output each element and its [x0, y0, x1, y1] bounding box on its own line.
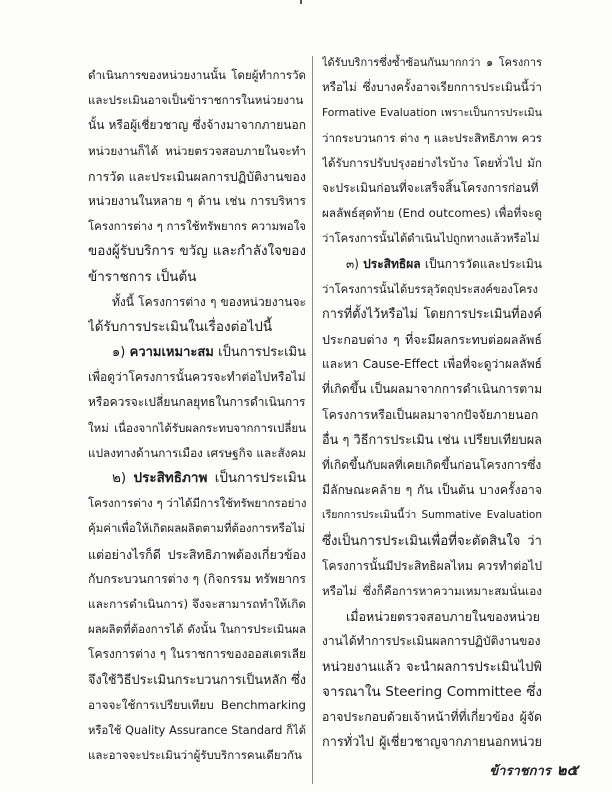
text-line: โครงการต่าง ๆ ในราชการของออสเตรเลีย: [88, 647, 306, 662]
text-line: อาจประกอบด้วยเจ้าหน้าที่ที่เกี่ยวข้อง ผู้จัด: [322, 709, 542, 724]
text-line: แต่อย่างไรก็ดี ประสิทธิภาพต้องเกี่ยวข้อง: [88, 546, 306, 562]
text-line: หน่วยงานแล้ว จะนำผลการประเมินไปพิ: [322, 659, 542, 675]
text-line: ได้รับบริการซึ่งซ้ำซ้อนกันมากกว่า ๑ โครงการ: [322, 56, 542, 69]
text-line: หรือควรจะเปลี่ยนกลยุทธในการดำเนินการ: [88, 395, 306, 410]
text-line: หรือไม่ ซึ่งก็คือการหาความเหมาะสมนั่นเอง: [322, 583, 542, 598]
text-line: โครงการนั้นมีประสิทธิผลไหม ควรทำต่อไป: [322, 558, 542, 573]
text-line: ใหม่ เนื่องจากได้รับผลกระทบจากการเปลี่ยน: [88, 420, 306, 435]
text-line: จึงใช้วิธีประเมินกระบวนการเป็นหลัก ซึ่ง: [88, 672, 306, 688]
text-line: และหา Cause-Effect เพื่อที่จะดูว่าผลลัพธ์: [322, 357, 542, 372]
text-line: ว่ากระบวนการ ต่าง ๆ และประสิทธิภาพ ควร: [322, 130, 542, 145]
text-line: ของผู้รับบริการ ขวัญ และกำลังใจของ: [88, 243, 306, 260]
text-line: Formative Evaluation เพราะเป็นการประเมิน: [322, 106, 542, 120]
text-line: การวัด และประเมินผลการปฏิบัติงานของ: [88, 168, 306, 184]
list-number: ๑): [112, 345, 130, 361]
text-line: โครงการต่าง ๆ ว่าได้มีการใช้ทรัพยากรอย่าง: [88, 496, 306, 511]
text-line: ว่าโครงการนั้นได้บรรลุวัตถุประสงค์ของโครง: [322, 282, 538, 296]
text-line: โครงการหรือเป็นผลมาจากปัจจัยภายนอก: [322, 407, 539, 422]
text-line: หรือใช้ Quality Assurance Standard ก็ได้: [88, 723, 306, 737]
text-line: การที่ตั้งไว้หรือไม่ โดยการประเมินที่องค์: [322, 306, 542, 322]
text-line: ข้าราชการ เป็นต้น: [88, 268, 197, 285]
list-number: ๓): [346, 256, 364, 271]
text-line: ดำเนินการของหน่วยงานนั้น โดยผู้ทำการวัด: [88, 68, 306, 82]
text-line: เมื่อหน่วยตรวจสอบภายในของหน่วย: [346, 609, 540, 625]
footer-title: ข้าราชการ: [489, 764, 551, 779]
column-right: [322, 50, 542, 755]
text-line: นั้น หรือผู้เชี่ยวชาญ ซึ่งจ้างมาจากภายนอก: [88, 118, 306, 133]
text-line: และการดำเนินการ) จึงจะสามารถทำให้เกิด: [88, 596, 306, 611]
text-line: หน่วยงานก็ได้ หน่วยตรวจสอบภายในจะทำ: [88, 143, 306, 158]
text-line: [88, 466, 306, 491]
text-line: อาจจะใช้การเปรียบเทียบ Benchmarking: [88, 697, 306, 712]
text-line: แปลงทางด้านการเมือง เศรษฐกิจ และสังคม: [88, 445, 306, 460]
text-line: คุ้มค่าเพื่อให้เกิดผลผลิตตามที่ต้องการหรือไม่: [88, 521, 306, 536]
list-number: ๒): [112, 470, 134, 486]
text-line: ประกอบต่าง ๆ ที่จะมีผลกระทบต่อผลลัพธ์: [322, 332, 542, 348]
text-line: [322, 252, 542, 277]
text-line: ว่าโครงการนั้นได้ดำเนินไปถูกทางแล้วหรือไม่: [322, 232, 540, 246]
text-line: ที่เกิดขึ้นกับผลที่เคยเกิดขึ้นก่อนโครงการซึ่ง: [322, 458, 542, 472]
text-line: หน่วยงานในหลาย ๆ ด้าน เช่น การบริหาร: [88, 193, 306, 208]
section-heading: ประสิทธิผล: [363, 256, 421, 271]
text-line: [88, 340, 306, 365]
text-line: เพื่อดูว่าโครงการนั้นควรจะทำต่อไปหรือไม่: [88, 370, 306, 385]
line-text: เป็นการประเมิน: [207, 470, 306, 486]
top-crop-mark: [300, 0, 310, 4]
column-left: [88, 63, 306, 768]
text-line: ที่เกิดขึ้น เป็นผลมาจากการดำเนินการตาม: [322, 382, 542, 397]
text-line: เรียกการประเมินนี้ว่า Summative Evaluation: [322, 509, 542, 522]
line-text: เป็นการประเมิน: [213, 345, 306, 361]
text-line: จะประเมินก่อนที่จะเสร็จสิ้นโครงการก่อนที่: [322, 180, 539, 195]
text-line: กับกระบวนการต่าง ๆ (กิจกรรม ทรัพยากร: [88, 571, 306, 586]
text-line: อื่น ๆ วิธีการประเมิน เช่น เปรียบเทียบผล: [322, 432, 542, 448]
text-line: และประเมินอาจเป็นข้าราชการในหน่วยงาน: [88, 93, 304, 108]
text-line: ซึ่งเป็นการประเมินเพื่อที่จะตัดสินใจ ว่า: [322, 533, 542, 549]
line-text: เป็นการวัดและประเมิน: [420, 256, 542, 271]
column-divider: [312, 56, 313, 784]
section-heading: ความเหมาะสม: [129, 345, 214, 361]
text-line: โครงการต่าง ๆ การใช้ทรัพยากร ความพอใจ: [88, 219, 306, 234]
text-line: และอาจจะประเมินว่าผู้รับบริการคนเดียวกัน: [88, 748, 302, 763]
text-line: มีลักษณะคล้าย ๆ กัน เป็นต้น บางครั้งอาจ: [322, 483, 542, 498]
text-line: ผลลัพธ์สุดท้าย (End outcomes) เพื่อที่จะดู: [322, 206, 542, 221]
text-line: ทั้งนี้ โครงการต่าง ๆ ของหน่วยงานจะ: [112, 294, 306, 309]
text-line: ได้รับการประเมินในเรื่องต่อไปนี้: [88, 318, 273, 335]
text-line: งานได้ทำการประเมินผลการปฏิบัติงานของ: [322, 634, 541, 649]
text-line: ผลผลิตที่ต้องการได้ ดังนั้น ในการประเมินผล: [88, 622, 306, 637]
page-footer: [489, 760, 578, 780]
text-line: จารณาใน Steering Committee ซึ่ง: [322, 683, 542, 700]
text-line: ได้รับการปรับปรุงอย่างไรบ้าง โดยทั่วไป มัก: [322, 155, 542, 170]
text-line: หรือไม่ ซึ่งบางครั้งอาจเรียกการประเมินนี้ว่า: [322, 80, 542, 95]
page-number: ๒๕: [556, 761, 578, 779]
section-heading: ประสิทธิภาพ: [133, 470, 208, 486]
text-line: การทั่วไป ผู้เชี่ยวชาญจากภายนอกหน่วย: [322, 735, 542, 751]
